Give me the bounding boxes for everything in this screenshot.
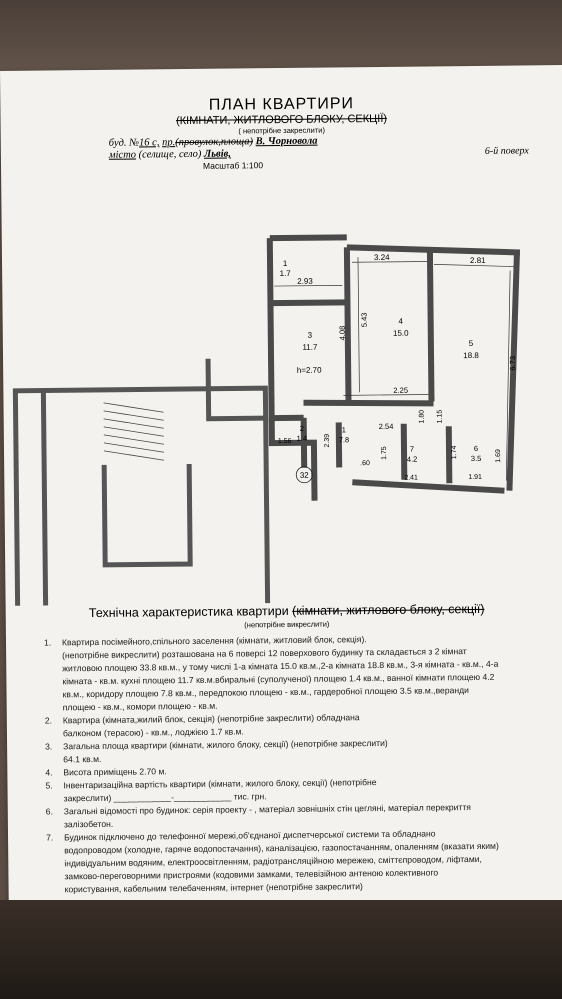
dim-label: 2.25 <box>393 385 409 395</box>
dim-label: 6.73 <box>508 355 518 371</box>
address-line <box>109 136 318 149</box>
room-number: 4 <box>398 316 403 326</box>
room-area: 15.0 <box>392 328 409 338</box>
spec-line: індивідуальним водяним, електроосвітленням, радіотрансляційною мережею, сміттєпроводом, ліфтами, <box>64 853 482 869</box>
dim-label: 3.24 <box>373 252 390 263</box>
dim-label: 1.75 <box>380 446 389 460</box>
spec-line: балконом (терасою) - кв.м., лоджією 1.7 кв.м. <box>62 726 244 739</box>
spec-line: житловою площею 33.8 кв.м., у тому числі 1-а кімната 15.0 кв.м.,2-а кімната 18.8 кв.м., 3-я кімната - кв.м., 4-а <box>62 658 499 674</box>
city-note: (селище, село) <box>138 148 202 161</box>
spec-line: закреслити) ____________-____________ тис. грн. <box>63 791 267 804</box>
spec-line: 6. Загальні відомості про будинок: серія проекту - , матеріал зовнішніх стін цегляні, матеріал перекриття <box>45 802 471 817</box>
dim-label: 4.08 <box>337 325 347 341</box>
spec-line: користування, кабельним телебаченням, інтернет (непотрібне закреслити) <box>64 881 363 895</box>
spec-line: 5. Інвентаризаційна вартість квартири (кімнати, жилого блоку, секції) (непотрібне <box>45 777 377 791</box>
page-subtitle: (КІМНАТИ, ЖИТЛОВОГО БЛОКУ, СЕКЦІЇ) <box>175 112 388 128</box>
room-area: 1.4 <box>296 433 308 443</box>
room-number: 1 <box>341 425 346 435</box>
dim-label: 1 <box>282 258 288 268</box>
spec-line: (непотрібне викреслити) розташована на 6 поверсі 12 поверхового будинку та складається з 2 кімнат <box>62 646 467 661</box>
spec-title-main: Технічна характеристика квартири <box>88 603 289 621</box>
dim-label: 1.56 <box>277 437 292 446</box>
spec-line: 64.1 кв.м. <box>63 753 102 765</box>
floor-label: 6-й поверх <box>484 145 529 157</box>
dim-label: 2.93 <box>297 276 313 286</box>
spec-line: 3. Загальна площа квартири (кімнати, жилого блоку, секції) (непотрібне закреслити) <box>45 737 388 752</box>
spec-line: площею - кв.м., комори площею - кв.м. <box>62 700 218 713</box>
dim-label: 2.81 <box>469 255 486 266</box>
room-area: 7.8 <box>338 435 350 445</box>
background-bottom <box>0 900 562 999</box>
apartment-number: 32 <box>299 470 309 480</box>
dim-label: 1.69 <box>495 449 503 463</box>
spec-line: 4. Висота приміщень 2.70 м. <box>45 766 167 778</box>
dim-label: 2.54 <box>378 421 394 431</box>
room-number: 3 <box>307 330 313 340</box>
dim-label: .60 <box>360 460 370 468</box>
city-name: Львів, <box>203 148 231 160</box>
dim-label: 5.43 <box>359 312 369 328</box>
stair-steps <box>103 402 164 461</box>
city-prefix: місто <box>108 149 137 161</box>
spec-line: замково-переговорними пристроями (кодовими замками, телевізійною антеною колективного <box>64 867 439 882</box>
city-line <box>109 149 231 161</box>
spec-line: 1. Квартира посімейного,спільного заселення (кімнати, житловий блок, секція). <box>43 634 367 648</box>
dim-label: 1.74 <box>450 445 459 460</box>
spec-title-struck: (кімнати, житлового блоку, секції) <box>292 601 485 618</box>
spec-line: 2. Квартира (кімната,жилий блок, секція) (непотрібне закреслити) обладнана <box>44 712 360 726</box>
street-type-struck: (провулок,площа) <box>175 136 254 149</box>
room-area: 11.7 <box>302 342 318 352</box>
building-number: 16 с, <box>138 137 160 149</box>
dim-label: 1.15 <box>436 409 444 424</box>
scale-label: Масштаб 1:100 <box>202 160 264 171</box>
room-area: 3.5 <box>470 453 482 464</box>
dim-label: 1.91 <box>468 473 482 482</box>
spec-line: кв.м., коридору площею 7.8 кв.м., передпокою площею - кв.м., гардеробної площею 3.5 кв.м.,веранди <box>62 685 469 700</box>
room-number: 5 <box>468 339 474 349</box>
spec-line: кімната - кв.м. кухні площею 11.7 кв.м.вбиральні (суполученої) площею 1.4 кв.м., ванної кімнати площею 4.2 <box>62 671 495 687</box>
room-area: 1.7 <box>279 268 291 279</box>
dim-label: 1.80 <box>418 409 426 424</box>
address-prefix: буд. № <box>108 137 140 149</box>
dim-label: 2.39 <box>323 433 331 448</box>
page-title: ПЛАН КВАРТИРИ <box>208 95 355 114</box>
room-number: 6 <box>473 443 479 454</box>
spec-line: водопроводом (холодне, гаряче водопостачання), каналізацією, газопостачанням, опаленням (вказати яким) <box>64 840 499 856</box>
room-area: 18.8 <box>463 350 479 361</box>
stairwell-walls <box>15 358 268 606</box>
floor-plan <box>1 160 562 606</box>
spec-title-note: (непотрібне викреслити) <box>244 619 330 630</box>
spec-line: залізобетон. <box>63 818 114 830</box>
room-number: 7 <box>409 444 415 454</box>
document-sheet <box>0 65 562 911</box>
room-area: 4.2 <box>406 454 418 464</box>
street-name: В. Чорновола <box>255 135 318 148</box>
spec-line: 7. Будинок підключено до телефонної мережі,об'єднаної диспетчерської системи та обладнано <box>45 828 436 843</box>
room-number: 2 <box>299 423 304 433</box>
ceiling-height: h=2.70 <box>296 365 322 375</box>
spec-body <box>44 631 547 896</box>
street-type: пр. <box>161 137 176 149</box>
subtitle-note: ( непотрібне закреслити) <box>238 125 325 136</box>
dim-label: 2.41 <box>404 474 418 482</box>
